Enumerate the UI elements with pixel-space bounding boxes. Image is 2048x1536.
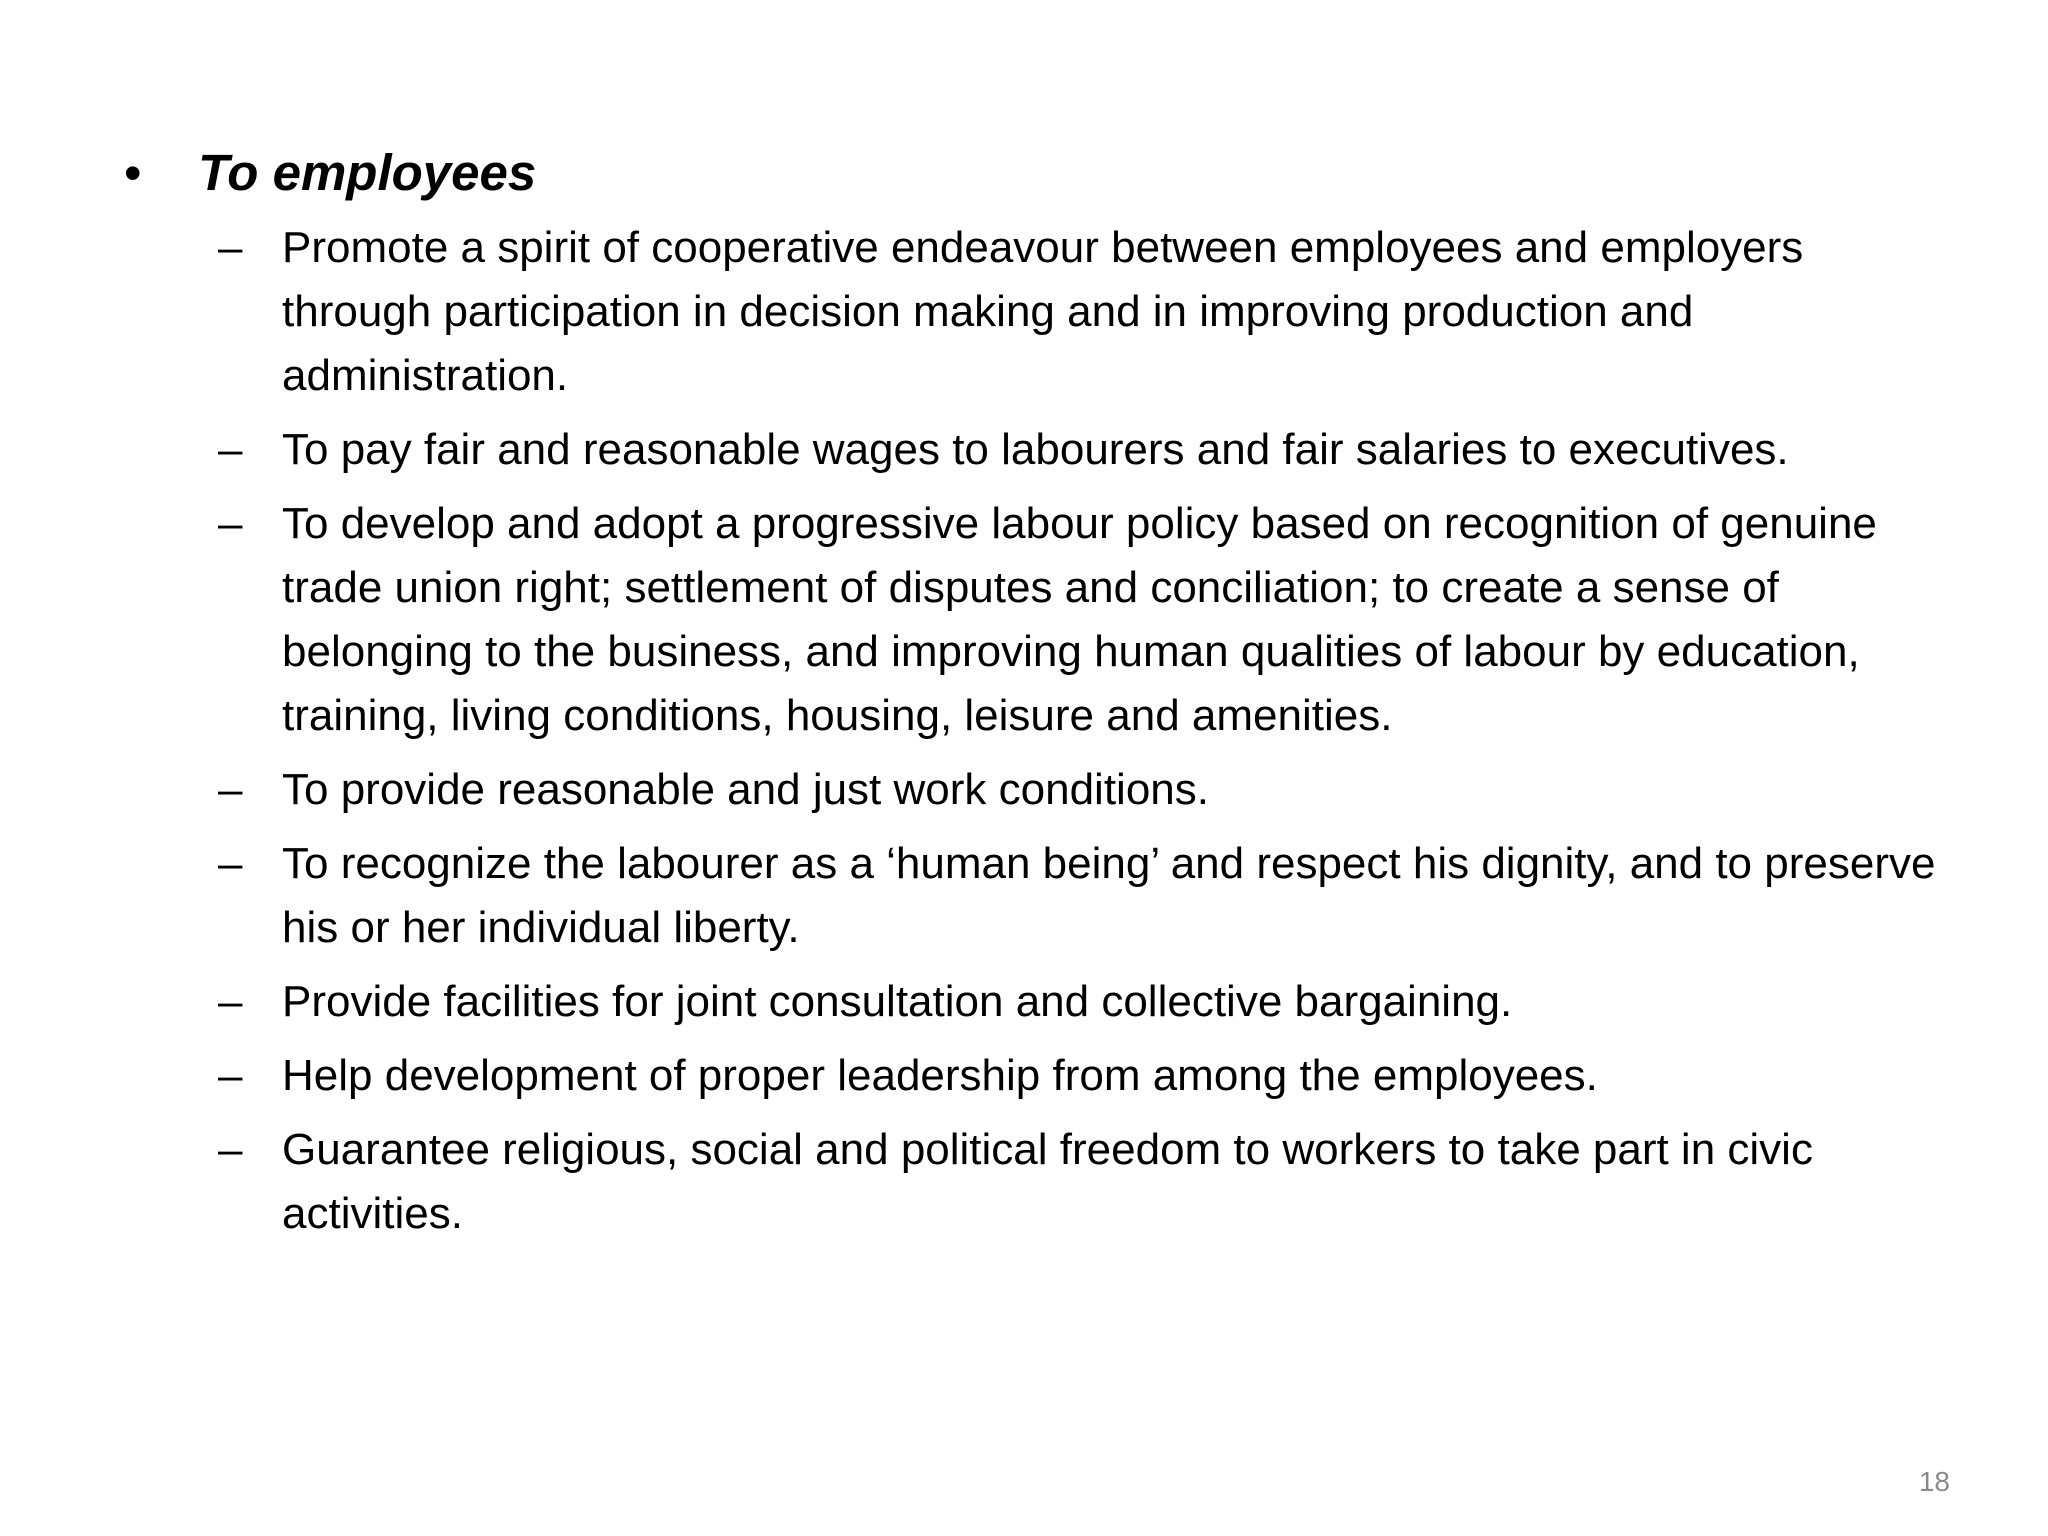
sub-bullet-list [218,216,1958,1246]
list-item-text: To pay fair and reasonable wages to labourers and fair salaries to executives. [282,425,1789,474]
list-item [218,1044,1958,1108]
slide-content [124,138,1954,1256]
list-item-text: Promote a spirit of cooperative endeavour between employees and employers through participation in decision making and in improving production and administration. [282,223,1804,400]
section-heading: To employees [198,144,537,201]
dash-icon: – [218,1051,243,1100]
dash-icon: – [218,499,243,548]
dash-icon: – [218,765,243,814]
list-item [218,1118,1958,1246]
list-item-text: To develop and adopt a progressive labour policy based on recognition of genuine trade union right; settlement of disputes and conciliation; to create a sense of belonging to the business, and improving human qualities of labour by education, training, living conditions, housing, leisure and amenities. [282,499,1877,740]
list-item [218,832,1958,960]
list-item-text: Provide facilities for joint consultation and collective bargaining. [282,977,1513,1026]
dash-icon: – [218,425,243,474]
dash-icon: – [218,223,243,272]
list-item [218,418,1958,482]
list-item [218,758,1958,822]
list-item-text: Help development of proper leadership from among the employees. [282,1051,1598,1100]
list-item [218,492,1958,748]
list-item [218,970,1958,1034]
dash-icon: – [218,1125,243,1174]
dash-icon: – [218,977,243,1026]
list-item-text: To provide reasonable and just work conditions. [282,765,1209,814]
page-number: 18 [1918,1466,1950,1497]
top-bullet [124,138,1954,208]
bullet-icon: • [124,145,142,201]
list-item-text: To recognize the labourer as a ‘human being’ and respect his dignity, and to preserve his or her individual liberty. [282,839,1936,952]
list-item-text: Guarantee religious, social and political freedom to workers to take part in civic activities. [282,1125,1813,1238]
list-item [218,216,1958,408]
dash-icon: – [218,839,243,888]
